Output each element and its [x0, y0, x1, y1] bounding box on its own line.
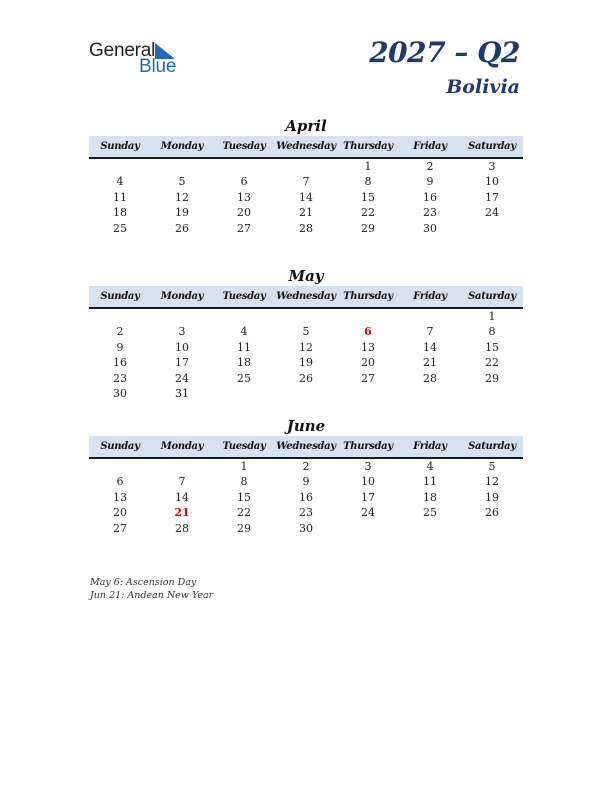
logo-general-text: General	[89, 40, 156, 61]
day-cell: 6	[240, 175, 248, 189]
weekday-label: Friday	[413, 441, 447, 452]
weekday-label: Sunday	[100, 291, 140, 302]
week-row	[89, 324, 523, 339]
day-cell: 13	[361, 340, 375, 354]
day-cell: 19	[299, 356, 313, 370]
month-title: May	[288, 267, 324, 285]
day-cell: 12	[485, 475, 499, 489]
holiday-day-cell: 6	[364, 325, 372, 339]
day-cell: 16	[299, 490, 313, 504]
day-cell: 6	[116, 475, 124, 489]
page-title: 2027 – Q2	[369, 36, 520, 69]
day-cell: 4	[116, 175, 124, 189]
weekday-label: Tuesday	[222, 291, 266, 302]
week-row	[89, 190, 523, 205]
day-cell: 8	[364, 175, 372, 189]
day-cell: 7	[302, 175, 310, 189]
month-title: June	[286, 417, 326, 435]
weekday-label: Saturday	[468, 291, 516, 302]
day-cell	[213, 159, 275, 174]
week-row	[89, 474, 523, 489]
day-cell	[275, 159, 337, 174]
day-cell: 20	[237, 206, 251, 220]
weekday-label: Monday	[160, 141, 204, 152]
weekday-label: Tuesday	[222, 141, 266, 152]
day-cell: 31	[175, 386, 189, 400]
day-cell: 8	[488, 325, 496, 339]
day-cell: 25	[423, 506, 437, 520]
day-cell: 11	[237, 340, 251, 354]
day-cell: 14	[175, 490, 189, 504]
day-cell: 16	[113, 356, 127, 370]
weekday-label: Monday	[160, 441, 204, 452]
weekday-label: Monday	[160, 291, 204, 302]
day-cell: 29	[237, 521, 251, 535]
week-row	[89, 521, 523, 536]
weekday-label: Saturday	[468, 141, 516, 152]
weekday-label: Saturday	[468, 441, 516, 452]
month-april	[89, 116, 523, 236]
weekday-label: Friday	[413, 141, 447, 152]
day-cell	[151, 159, 213, 174]
week-row	[89, 490, 523, 505]
day-cell: 10	[175, 340, 189, 354]
weekday-label: Sunday	[100, 141, 140, 152]
day-cell: 24	[175, 371, 189, 385]
day-cell: 25	[237, 371, 251, 385]
day-cell: 5	[488, 460, 496, 473]
day-cell: 16	[423, 190, 437, 204]
day-cell: 3	[178, 325, 186, 339]
holiday-note: Jun 21: Andean New Year	[90, 590, 214, 601]
day-cell: 2	[426, 160, 434, 173]
week-row	[89, 309, 523, 324]
day-cell: 3	[488, 160, 496, 173]
day-cell: 5	[302, 325, 310, 339]
weekday-label: Friday	[413, 291, 447, 302]
week-row	[89, 505, 523, 520]
week-row	[89, 221, 523, 236]
day-cell: 7	[426, 325, 434, 339]
week-row	[89, 159, 523, 174]
weekday-label: Tuesday	[222, 441, 266, 452]
day-cell: 27	[237, 221, 251, 235]
weekday-label: Thursday	[343, 291, 393, 302]
day-cell: 9	[426, 175, 434, 189]
day-cell: 20	[361, 356, 375, 370]
week-row	[89, 174, 523, 189]
country-title: Bolivia	[446, 76, 520, 98]
day-cell: 26	[175, 221, 189, 235]
holiday-day-cell: 21	[174, 506, 190, 520]
weekday-header	[89, 136, 523, 159]
day-cell	[399, 386, 461, 401]
holiday-note: May 6: Ascension Day	[90, 577, 197, 588]
holiday-notes	[90, 576, 213, 602]
month-title: April	[285, 117, 327, 135]
day-cell	[89, 459, 151, 474]
day-cell: 8	[240, 475, 248, 489]
day-cell: 18	[423, 490, 437, 504]
day-cell: 13	[113, 490, 127, 504]
weekday-label: Wednesday	[276, 141, 336, 152]
day-cell: 27	[113, 521, 127, 535]
day-cell: 3	[364, 460, 372, 473]
day-cell: 18	[237, 356, 251, 370]
weekday-header	[89, 286, 523, 309]
month-grid	[89, 459, 523, 536]
logo-blue-text: Blue	[139, 56, 177, 77]
weekday-label: Sunday	[100, 441, 140, 452]
day-cell: 25	[113, 221, 127, 235]
day-cell: 1	[488, 310, 496, 323]
day-cell: 2	[302, 460, 310, 473]
day-cell: 14	[299, 190, 313, 204]
day-cell: 26	[299, 371, 313, 385]
day-cell: 2	[116, 325, 124, 339]
day-cell	[337, 386, 399, 401]
day-cell: 29	[485, 371, 499, 385]
weekday-label: Thursday	[343, 441, 393, 452]
day-cell: 12	[299, 340, 313, 354]
day-cell: 11	[423, 475, 437, 489]
day-cell: 9	[302, 475, 310, 489]
day-cell: 24	[361, 506, 375, 520]
day-cell: 23	[299, 506, 313, 520]
month-june	[89, 416, 523, 536]
day-cell: 14	[423, 340, 437, 354]
day-cell: 1	[364, 160, 372, 173]
day-cell: 4	[426, 460, 434, 473]
day-cell: 1	[240, 460, 248, 473]
day-cell: 30	[299, 521, 313, 535]
day-cell: 26	[485, 506, 499, 520]
month-grid	[89, 309, 523, 401]
day-cell: 30	[113, 386, 127, 400]
day-cell	[275, 309, 337, 324]
day-cell	[213, 386, 275, 401]
month-grid	[89, 159, 523, 236]
day-cell: 12	[175, 190, 189, 204]
week-row	[89, 355, 523, 370]
day-cell: 13	[237, 190, 251, 204]
day-cell: 27	[361, 371, 375, 385]
day-cell: 24	[485, 206, 499, 220]
day-cell	[461, 521, 523, 536]
day-cell: 9	[116, 340, 124, 354]
day-cell	[461, 221, 523, 236]
day-cell: 28	[299, 221, 313, 235]
weekday-header	[89, 436, 523, 459]
day-cell	[399, 521, 461, 536]
day-cell: 22	[485, 356, 499, 370]
day-cell	[213, 309, 275, 324]
day-cell: 18	[113, 206, 127, 220]
day-cell: 29	[361, 221, 375, 235]
week-row	[89, 340, 523, 355]
day-cell	[399, 309, 461, 324]
day-cell	[89, 159, 151, 174]
logo	[89, 40, 189, 76]
day-cell: 22	[237, 506, 251, 520]
day-cell	[337, 309, 399, 324]
day-cell	[151, 309, 213, 324]
day-cell: 28	[175, 521, 189, 535]
day-cell: 15	[361, 190, 375, 204]
weekday-label: Wednesday	[276, 441, 336, 452]
day-cell: 20	[113, 506, 127, 520]
day-cell: 7	[178, 475, 186, 489]
month-may	[89, 266, 523, 401]
day-cell: 4	[240, 325, 248, 339]
day-cell: 21	[423, 356, 437, 370]
week-row	[89, 459, 523, 474]
day-cell: 15	[237, 490, 251, 504]
day-cell: 28	[423, 371, 437, 385]
day-cell: 15	[485, 340, 499, 354]
day-cell	[275, 386, 337, 401]
day-cell	[337, 521, 399, 536]
day-cell: 11	[113, 190, 127, 204]
week-row	[89, 386, 523, 401]
week-row	[89, 205, 523, 220]
day-cell: 17	[175, 356, 189, 370]
weekday-label: Thursday	[343, 141, 393, 152]
day-cell: 30	[423, 221, 437, 235]
day-cell: 23	[113, 371, 127, 385]
weekday-label: Wednesday	[276, 291, 336, 302]
day-cell: 23	[423, 206, 437, 220]
day-cell: 19	[175, 206, 189, 220]
day-cell: 17	[485, 190, 499, 204]
day-cell	[151, 459, 213, 474]
day-cell	[461, 386, 523, 401]
day-cell: 22	[361, 206, 375, 220]
day-cell: 21	[299, 206, 313, 220]
day-cell: 10	[485, 175, 499, 189]
week-row	[89, 371, 523, 386]
day-cell: 17	[361, 490, 375, 504]
day-cell: 19	[485, 490, 499, 504]
day-cell	[89, 309, 151, 324]
day-cell: 5	[178, 175, 186, 189]
day-cell: 10	[361, 475, 375, 489]
